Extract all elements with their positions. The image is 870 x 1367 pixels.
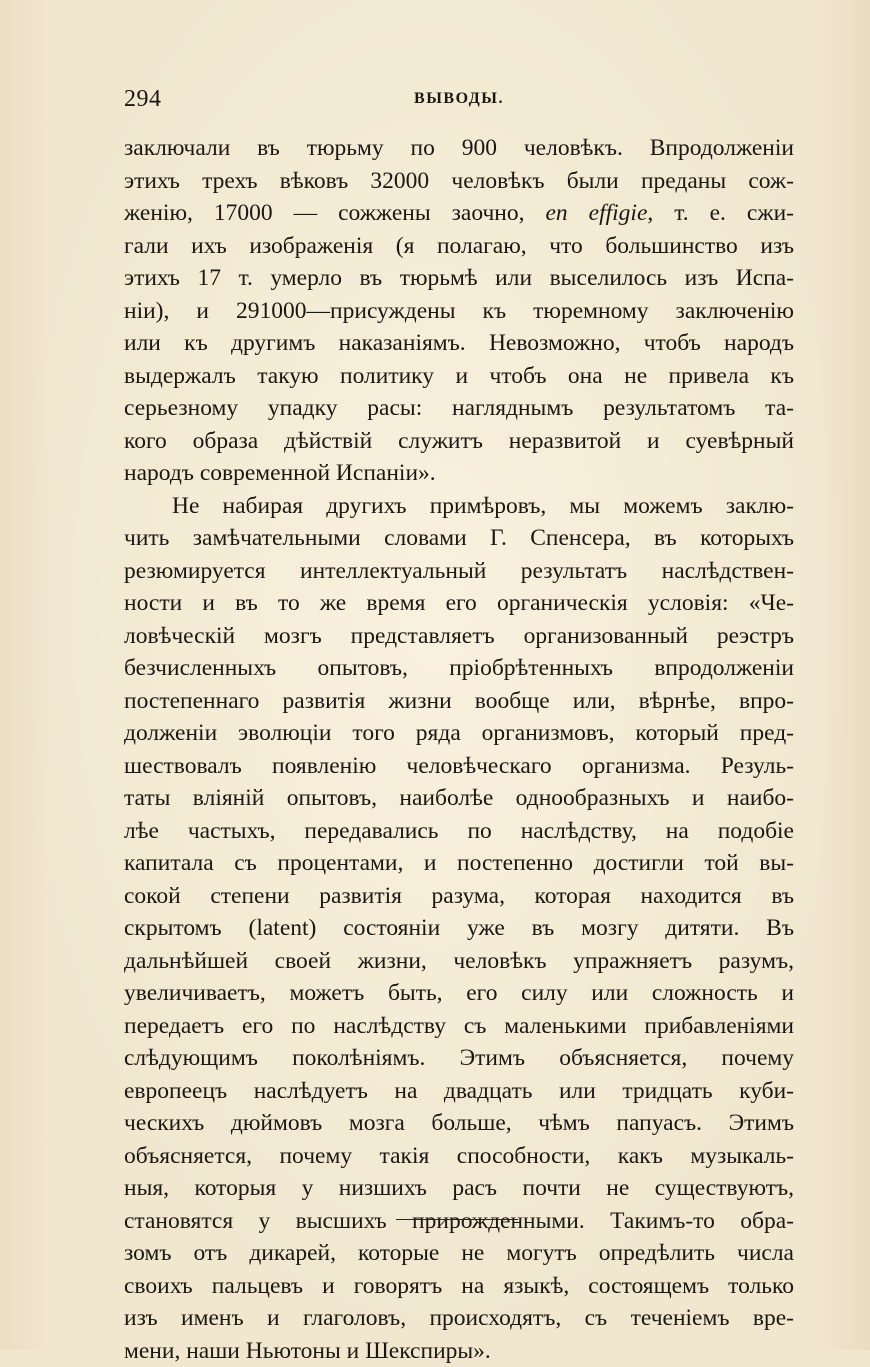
- text-line: зомъ отъ дикарей, которые не могутъ опредѣлить числа: [124, 1237, 794, 1270]
- section-end-rule: [396, 1219, 518, 1220]
- text-line: безчисленныхъ опытовъ, пріобрѣтенныхъ впродолженіи: [124, 652, 794, 685]
- text-line: лѣе частыхъ, передавались по наслѣдству, на подобіе: [124, 815, 794, 848]
- text-line: скрытомъ (latent) состояніи уже въ мозгу дитяти. Въ: [124, 912, 794, 945]
- text-segment: , т. е. сжи-: [647, 200, 794, 226]
- text-line: этихъ трехъ вѣковъ 32000 человѣкъ были преданы сож-: [124, 165, 794, 198]
- paragraph-2: [124, 490, 794, 1367]
- italic-phrase: en effigie: [546, 200, 648, 226]
- text-line: сокой степени развитія разума, которая находится въ: [124, 880, 794, 913]
- text-line: объясняется, почему такія способности, какъ музыкаль-: [124, 1140, 794, 1173]
- text-line: долженіи эволюціи того ряда организмовъ, который пред-: [124, 717, 794, 750]
- text-line: ности и въ то же время его органическія условія: «Че-: [124, 587, 794, 620]
- text-line: мени, наши Ньютоны и Шекспиры».: [124, 1335, 794, 1367]
- text-line: передаетъ его по наслѣдству съ маленькими прибавленіями: [124, 1010, 794, 1043]
- text-line: слѣдующимъ поколѣніямъ. Этимъ объясняется, почему: [124, 1042, 794, 1075]
- text-line: этихъ 17 т. умерло въ тюрьмѣ или выселилось изъ Испа-: [124, 262, 794, 295]
- text-line: таты вліяній опытовъ, наиболѣе однообразныхъ и наибо-: [124, 782, 794, 815]
- page-header: [124, 86, 794, 116]
- text-line: капитала съ процентами, и постепенно достигли той вы-: [124, 847, 794, 880]
- text-line: резюмируется интеллектуальный результатъ наслѣдствен-: [124, 555, 794, 588]
- text-line: ческихъ дюймовъ мозга больше, чѣмъ папуасъ. Этимъ: [124, 1107, 794, 1140]
- text-line: выдержалъ такую политику и чтобъ она не привела къ: [124, 360, 794, 393]
- text-segment: женію, 17000 — сожжены заочно,: [124, 200, 546, 226]
- text-line: изъ именъ и глаголовъ, происходятъ, съ теченіемъ вре-: [124, 1302, 794, 1335]
- text-line: ныя, которыя у низшихъ расъ почти не существуютъ,: [124, 1172, 794, 1205]
- text-line: Не набирая другихъ примѣровъ, мы можемъ заклю-: [124, 490, 794, 523]
- page-number: 294: [124, 86, 162, 113]
- text-line: ніи), и 291000—присуждены къ тюремному заключенію: [124, 295, 794, 328]
- text-line: ловѣческій мозгъ представляетъ организованный реэстръ: [124, 620, 794, 653]
- text-line: постепеннаго развитія жизни вообще или, вѣрнѣе, впро-: [124, 685, 794, 718]
- text-line: увеличиваетъ, можетъ быть, его силу или сложность и: [124, 977, 794, 1010]
- text-line: заключали въ тюрьму по 900 человѣкъ. Впродолженіи: [124, 132, 794, 165]
- paragraph-1: [124, 132, 794, 490]
- text-line: кого образа дѣйствій служитъ неразвитой и суевѣрный: [124, 425, 794, 458]
- text-line: народъ современной Испаніи».: [124, 457, 794, 490]
- text-line: дальнѣйшей своей жизни, человѣкъ упражняетъ разумъ,: [124, 945, 794, 978]
- text-line: становятся у высшихъ прирожденными. Такимъ-то обра-: [124, 1205, 794, 1238]
- body-text: [124, 132, 794, 1367]
- text-line: чить замѣчательными словами Г. Спенсера, въ которыхъ: [124, 522, 794, 555]
- text-line: серьезному упадку расы: нагляднымъ результатомъ та-: [124, 392, 794, 425]
- text-line: шествовалъ появленію человѣческаго организма. Резуль-: [124, 750, 794, 783]
- text-line: своихъ пальцевъ и говорятъ на языкѣ, состоящемъ только: [124, 1270, 794, 1303]
- text-line: или къ другимъ наказаніямъ. Невозможно, чтобъ народъ: [124, 327, 794, 360]
- text-line: гали ихъ изображенія (я полагаю, что большинство изъ: [124, 230, 794, 263]
- running-title: ВЫВОДЫ.: [124, 90, 794, 108]
- text-line: европеецъ наслѣдуетъ на двадцать или тридцать куби-: [124, 1075, 794, 1108]
- text-line: [124, 197, 794, 230]
